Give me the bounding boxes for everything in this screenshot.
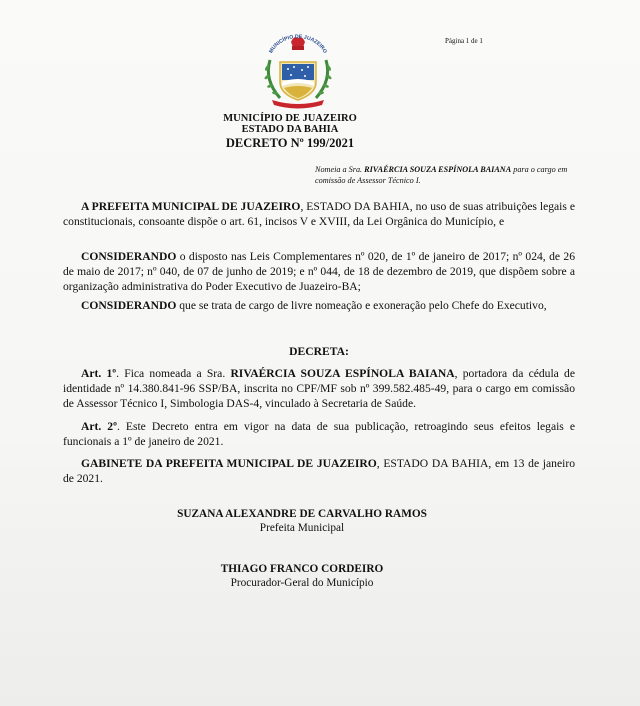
signature-title-2: Procurador-Geral do Município	[230, 577, 374, 589]
article-1: Art. 1º. Fica nomeada a Sra. RIVAÉRCIA SOUZA ESPÍNOLA BAIANA, portadora da cédula de identidade nº 14.380.841-96 SSP/BA, inscrita no CPF/MF sob nº 399.582.485-49, para o cargo em comissão de Assessor Técnico I, Simbologia DAS-4, vinculado à Secretaria de Saúde.	[63, 367, 575, 410]
considering-paragraph-2: CONSIDERANDO que se trata de cargo de livre nomeação e exoneração pelo Chefe do Executivo,	[81, 299, 547, 312]
gabinete-paragraph: GABINETE DA PREFEITA MUNICIPAL DE JUAZEIRO, ESTADO DA BAHIA, em 13 de janeiro de 2021.	[63, 457, 575, 485]
decree-number: DECRETO Nº 199/2021	[225, 136, 355, 150]
decreta-heading: DECRETA:	[289, 345, 349, 358]
preamble-paragraph: A PREFEITA MUNICIPAL DE JUAZEIRO, ESTADO DA BAHIA, no uso de suas atribuições legais e constitucionais, consoante dispõe o art. 61, incisos V e XVIII, da Lei Orgânica do Município, e	[63, 200, 575, 228]
signature-name-1: SUZANA ALEXANDRE DE CARVALHO RAMOS	[177, 508, 427, 520]
state-title: ESTADO DA BAHIA	[241, 124, 339, 135]
considering-paragraph-1: CONSIDERANDO o disposto nas Leis Complementares nº 020, de 1º de janeiro de 2017; nº 024, de 26 de maio de 2017; nº 040, de 07 de junho de 2019; e nº 044, de 18 de dezembro de 2019, que dispõem sobre a organização administrativa do Poder Executivo de Juazeiro-BA;	[63, 250, 575, 293]
signature-title-1: Prefeita Municipal	[259, 522, 345, 534]
svg-text:MUNICÍPIO DE JUAZEIRO: MUNICÍPIO DE JUAZEIRO	[268, 33, 328, 55]
page-number: Página 1 de 1	[445, 37, 483, 45]
signature-name-2: THIAGO FRANCO CORDEIRO	[220, 563, 384, 575]
municipal-crest-logo	[258, 32, 338, 110]
decree-summary: Nomeia a Sra. RIVAÉRCIA SOUZA ESPÍNOLA BAIANA para o cargo em comissão de Assessor Técnico I.	[315, 165, 568, 185]
municipality-title: MUNICÍPIO DE JUAZEIRO	[223, 113, 357, 124]
article-2: Art. 2º. Este Decreto entra em vigor na data de sua publicação, retroagindo seus efeitos legais e funcionais a 1º de janeiro de 2021.	[63, 420, 575, 448]
